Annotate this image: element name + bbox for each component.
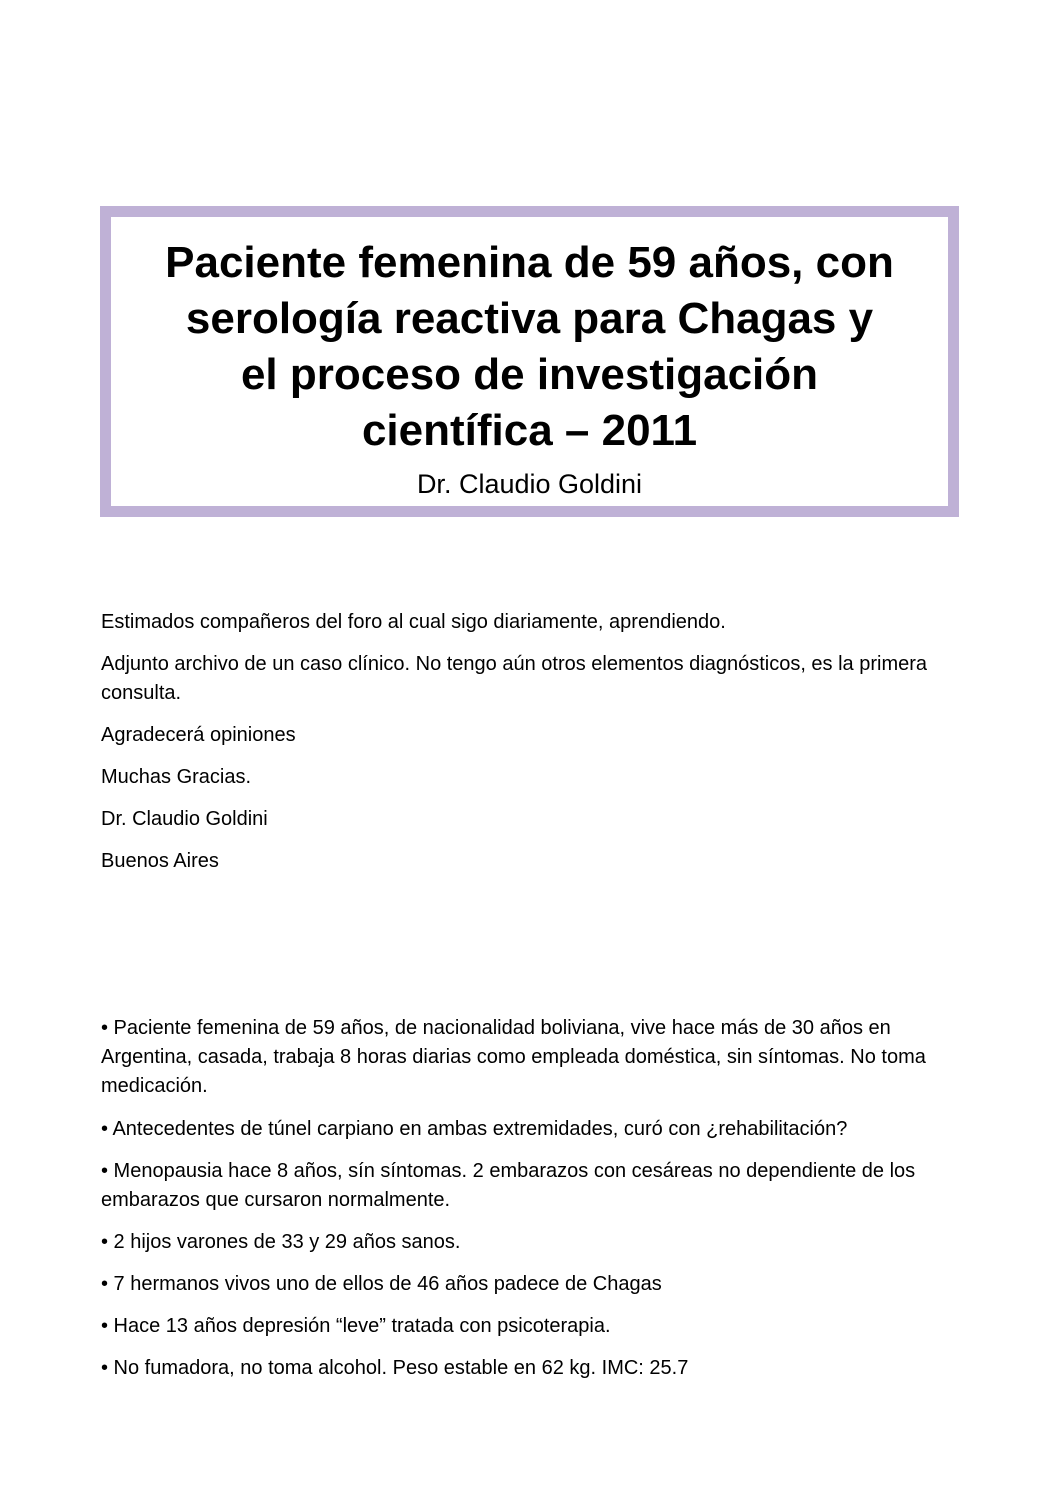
- title-line: el proceso de investigación: [240, 350, 819, 399]
- letter-paragraph: Agradecerá opiniones: [101, 724, 296, 746]
- letter-location: Buenos Aires: [101, 850, 219, 872]
- case-item: • No fumadora, no toma alcohol. Peso estable en 62 kg. IMC: 25.7: [101, 1357, 689, 1379]
- case-item: • 2 hijos varones de 33 y 29 años sanos.: [101, 1231, 461, 1253]
- case-item: • 7 hermanos vivos uno de ellos de 46 años padece de Chagas: [101, 1273, 662, 1295]
- title-line: científica – 2011: [361, 406, 698, 455]
- title-box: [100, 206, 959, 517]
- letter-signature: Dr. Claudio Goldini: [101, 808, 268, 830]
- title-line: Paciente femenina de 59 años, con: [165, 238, 894, 287]
- letter-greeting: Estimados compañeros del foro al cual sigo diariamente, aprendiendo.: [101, 611, 726, 633]
- case-item: • Hace 13 años depresión “leve” tratada con psicoterapia.: [101, 1315, 611, 1337]
- letter-closing: Muchas Gracias.: [101, 766, 252, 788]
- case-item: • Menopausia hace 8 años, sín síntomas. 2 embarazos con cesáreas no dependiente de los embarazos que cursaron normalmente.: [101, 1160, 916, 1211]
- case-item: • Paciente femenina de 59 años, de nacionalidad boliviana, vive hace más de 30 años en Argentina, casada, trabaja 8 horas diarias como empleada doméstica, sin síntomas. No toma medicación.: [101, 1017, 926, 1097]
- case-item: • Antecedentes de túnel carpiano en ambas extremidades, curó con ¿rehabilitación?: [101, 1118, 848, 1140]
- letter-paragraph: Adjunto archivo de un caso clínico. No tengo aún otros elementos diagnósticos, es la primera consulta.: [101, 653, 928, 704]
- author-name: Dr. Claudio Goldini: [416, 469, 643, 499]
- title-line: serología reactiva para Chagas y: [185, 294, 874, 343]
- document-title: [111, 217, 948, 459]
